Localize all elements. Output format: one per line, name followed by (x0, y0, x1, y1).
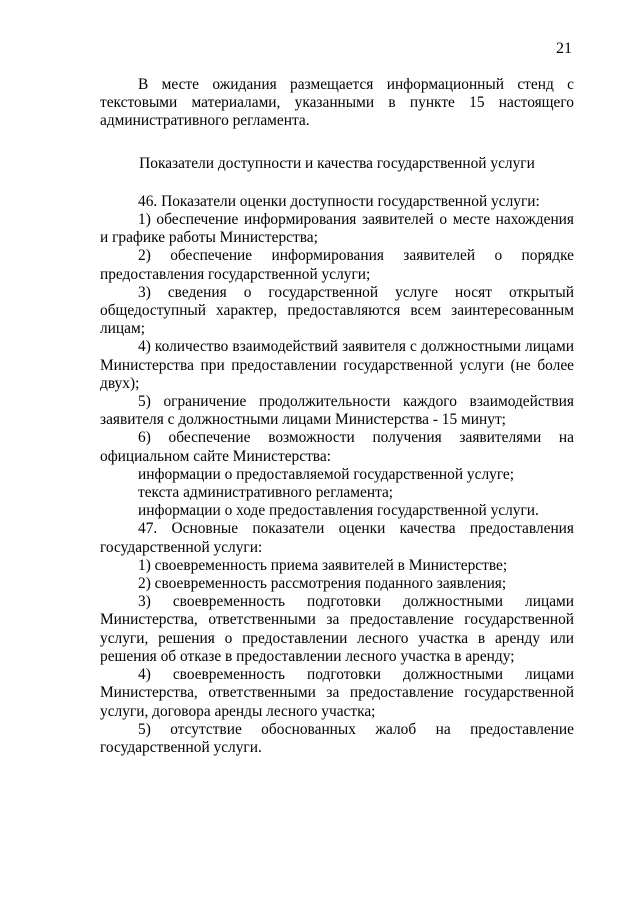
p47-title: 47. Основные показатели оценки качества предоставления государственной услуги: (100, 520, 574, 556)
page-number: 21 (556, 40, 572, 57)
p46-title: 46. Показатели оценки доступности государственной услуги: (138, 192, 540, 210)
p46-subitem-1: информации о предоставляемой государственной услуге; (138, 465, 515, 483)
p46-item-3: 3) сведения о государственной услуге носят открытый общедоступный характер, предоставляются всем заинтересованным лицам; (100, 283, 574, 338)
intro-paragraph: В месте ожидания размещается информационный стенд с текстовыми материалами, указанными в пункте 15 настоящего административного регламента. (100, 76, 574, 130)
section-heading: Показатели доступности и качества государственной услуги (139, 154, 535, 172)
p46-item-2: 2) обеспечение информирования заявителей о порядке предоставления государственной услуги; (100, 247, 574, 283)
p47-item-3: 3) своевременность подготовки должностными лицами Министерства, ответственными за предоставление государственной услуги, решения о предоставлении лесного участка в аренду или решения об отказе в предоставлении лесного участка в аренду; (100, 593, 574, 665)
p47-item-4: 4) своевременность подготовки должностными лицами Министерства, ответственными за предоставление государственной услуги, договора аренды лесного участка; (100, 666, 574, 720)
p47-item-1: 1) своевременность приема заявителей в Министерстве; (138, 556, 508, 574)
page-content (100, 76, 574, 757)
p46-subitem-2: текста административного регламента; (138, 484, 394, 502)
p46-subitem-3: информации о ходе предоставления государственной услуги. (138, 502, 539, 520)
p46-item-6: 6) обеспечение возможности получения заявителями на официальном сайте Министерства: (100, 429, 574, 465)
p47-item-2: 2) своевременность рассмотрения поданного заявления; (138, 575, 507, 593)
p46-item-4: 4) количество взаимодействий заявителя с должностными лицами Министерства при предоставлении государственной услуги (не более двух); (100, 338, 574, 392)
p46-item-5: 5) ограничение продолжительности каждого взаимодействия заявителя с должностными лицами Министерства - 15 минут; (100, 393, 574, 429)
p46-item-1: 1) обеспечение информирования заявителей о месте нахождения и графике работы Министерства; (100, 211, 574, 247)
p47-item-5: 5) отсутствие обоснованных жалоб на предоставление государственной услуги. (100, 720, 574, 756)
